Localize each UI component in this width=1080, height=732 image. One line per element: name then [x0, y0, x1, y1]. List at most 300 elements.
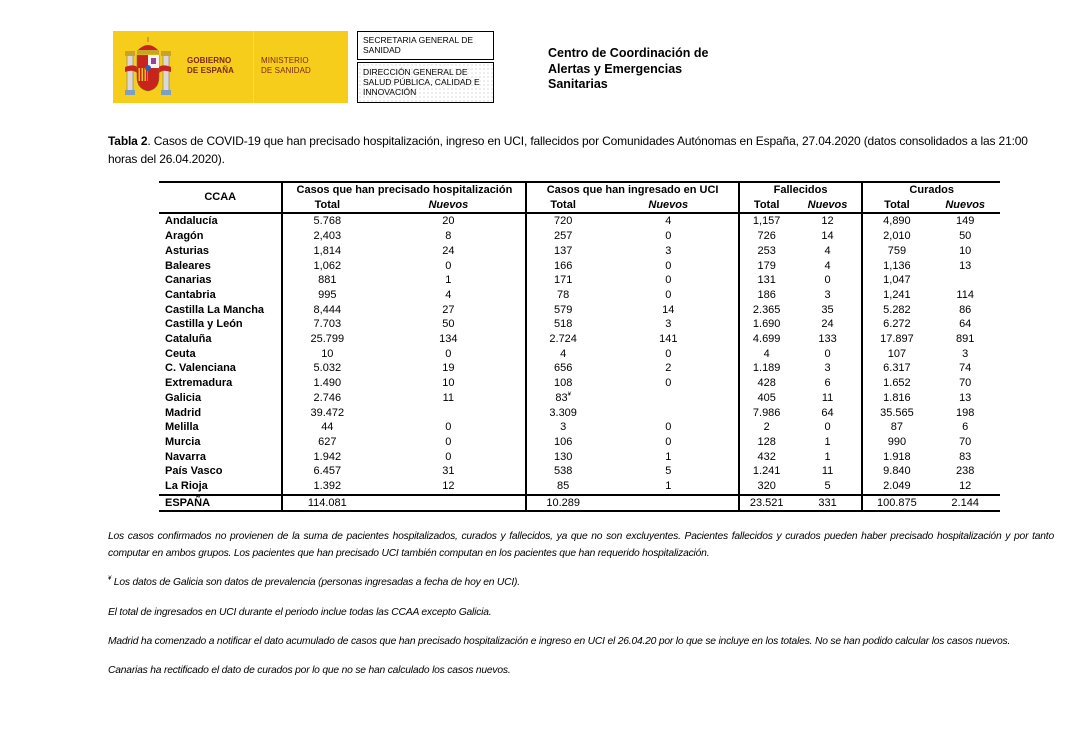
value-fall-nuevos: 3: [824, 288, 831, 301]
value-fall-nuevos: 6: [824, 377, 831, 390]
value-uci-total: 83: [555, 391, 568, 404]
value-hosp-nuevos: 0: [445, 435, 452, 448]
cell-cur-total: [862, 229, 930, 244]
cell-cur-nuevos: [930, 303, 1000, 318]
value-fall-total: 4.699: [752, 333, 781, 346]
header-fallecidos: Fallecidos: [739, 182, 863, 198]
cell-uci-total: [526, 435, 598, 450]
cell-cur-nuevos: [930, 391, 1000, 406]
cell-cur-total: [862, 244, 930, 259]
cell-cur-total: [862, 435, 930, 450]
header-curados: Curados: [862, 182, 1000, 198]
cell-fall-nuevos: [794, 347, 863, 362]
cell-cur-total: [862, 391, 930, 406]
value-fall-nuevos: 35: [821, 303, 834, 316]
header-fall-nuevos: Nuevos: [794, 198, 863, 214]
cell-hosp-nuevos: [371, 450, 526, 465]
value-uci-nuevos: 0: [665, 347, 672, 360]
value-fall-nuevos: 133: [818, 333, 837, 346]
table-row: [159, 435, 1000, 450]
value-uci-total: 85: [557, 480, 570, 493]
table-row: [159, 391, 1000, 406]
cell-hosp-nuevos: [371, 213, 526, 229]
ccaa-name: Cantabria: [165, 288, 216, 301]
cell-cur-nuevos: [930, 464, 1000, 479]
table-row: [159, 229, 1000, 244]
value-cur-total: 100.875: [877, 496, 917, 509]
cell-cur-nuevos: [930, 450, 1000, 465]
note-uci-total: El total de ingresados en UCI durante el periodo inclue todas las CCAA excepto Galicia.: [108, 607, 492, 618]
cell-hosp-total: [282, 229, 371, 244]
note-galicia-text: Los datos de Galicia son datos de prevalencia (personas ingresadas a fecha de hoy en UCI).: [111, 577, 520, 588]
header-uci-total: Total: [526, 198, 598, 214]
value-hosp-total: 5.768: [313, 215, 342, 228]
cell-hosp-nuevos: [371, 376, 526, 391]
value-fall-total: 1.690: [752, 318, 781, 331]
value-cur-nuevos: 74: [959, 362, 972, 375]
value-cur-nuevos: 83: [959, 450, 972, 463]
cell-fall-total: [739, 406, 794, 421]
cell-fall-total: [739, 259, 794, 274]
value-hosp-nuevos: 12: [442, 480, 455, 493]
cell-uci-total: [526, 332, 598, 347]
table-row: [159, 347, 1000, 362]
value-cur-total: 17.897: [880, 333, 914, 346]
value-cur-nuevos: 3: [962, 347, 969, 360]
value-hosp-total: 627: [318, 435, 337, 448]
cell-hosp-nuevos: [371, 317, 526, 332]
cell-cur-total: [862, 450, 930, 465]
header-uci: Casos que han ingresado en UCI: [526, 182, 738, 198]
ccaa-name: La Rioja: [165, 480, 208, 493]
cell-uci-total: [526, 479, 598, 495]
cell-cur-nuevos: [930, 213, 1000, 229]
value-hosp-nuevos: 10: [442, 377, 455, 390]
cell-hosp-total: [282, 288, 371, 303]
value-fall-nuevos: 24: [821, 318, 834, 331]
cell-fall-total: [739, 317, 794, 332]
value-fall-nuevos: 3: [824, 362, 831, 375]
value-uci-total: 579: [553, 303, 573, 316]
ccaa-name: C. Valenciana: [165, 362, 236, 375]
cell-uci-nuevos: [599, 244, 739, 259]
value-uci-nuevos: 3: [665, 244, 672, 257]
value-uci-total: 538: [553, 465, 573, 478]
cell-fall-total: [739, 213, 794, 229]
cell-uci-total: [526, 244, 598, 259]
cell-uci-total: [526, 464, 598, 479]
ccaa-name: Castilla La Mancha: [165, 303, 265, 316]
value-hosp-total: 7.703: [313, 318, 342, 331]
value-cur-total: 2,010: [883, 230, 911, 243]
value-uci-nuevos: 14: [662, 303, 675, 316]
cell-cur-nuevos: [930, 376, 1000, 391]
cell-hosp-total: [282, 347, 371, 362]
cell-uci-nuevos: [599, 303, 739, 318]
value-uci-nuevos: 0: [665, 435, 672, 448]
cell-cur-total: [862, 464, 930, 479]
value-cur-total: 107: [887, 347, 907, 360]
value-hosp-nuevos: 0: [445, 259, 452, 272]
caption-text: . Casos de COVID-19 que han precisado hospitalización, ingreso en UCI, fallecidos por Comunidades Autónomas en España, 27.04.2020 (datos consolidados a las 21:00 horas del 26.04.2020).: [108, 134, 1028, 166]
value-fall-nuevos: 4: [824, 259, 831, 272]
header-hosp-total: Total: [282, 198, 371, 214]
cell-hosp-total: [282, 361, 371, 376]
cell-uci-nuevos: [599, 406, 739, 421]
value-uci-nuevos: 1: [665, 480, 672, 493]
value-uci-nuevos: 0: [665, 230, 672, 243]
value-uci-nuevos: 1: [665, 450, 672, 463]
value-hosp-total: 5.032: [313, 362, 342, 375]
value-hosp-nuevos: 1: [445, 274, 452, 287]
cell-cur-nuevos: [930, 361, 1000, 376]
cell-hosp-total: [282, 450, 371, 465]
value-fall-total: 128: [757, 435, 776, 448]
value-fall-total: 2: [763, 421, 770, 434]
cell-cur-nuevos: [930, 347, 1000, 362]
cell-fall-total: [739, 495, 794, 512]
cell-cur-total: [862, 420, 930, 435]
value-uci-nuevos: 4: [665, 215, 672, 228]
cell-hosp-nuevos: [371, 288, 526, 303]
cell-cur-total: [862, 347, 930, 362]
cell-fall-total: [739, 303, 794, 318]
cell-fall-nuevos: [794, 406, 863, 421]
cell-hosp-nuevos: [371, 495, 526, 512]
ccaa-name: Murcia: [165, 435, 201, 448]
value-fall-nuevos: 11: [821, 465, 834, 478]
ministerio-label: [261, 56, 311, 76]
cell-hosp-total: [282, 332, 371, 347]
value-fall-total: 131: [757, 274, 776, 287]
cell-uci-nuevos: [599, 495, 739, 512]
value-uci-nuevos: 0: [665, 421, 672, 434]
value-hosp-total: 8,444: [313, 303, 342, 316]
table-row: [159, 288, 1000, 303]
ccaa-name: Melilla: [165, 421, 199, 434]
cell-fall-total: [739, 229, 794, 244]
value-uci-nuevos: 141: [659, 333, 678, 346]
value-fall-total: 320: [757, 480, 776, 493]
value-fall-total: 2.365: [752, 303, 781, 316]
cell-hosp-total: [282, 303, 371, 318]
cell-cur-nuevos: [930, 420, 1000, 435]
value-fall-total: 405: [757, 391, 776, 404]
table-row: [159, 420, 1000, 435]
cell-uci-total: [526, 303, 598, 318]
value-cur-total: 990: [887, 435, 907, 448]
value-hosp-total: 1,814: [313, 244, 342, 257]
value-hosp-total: 2,403: [313, 230, 342, 243]
cell-uci-total: [526, 347, 598, 362]
cell-fall-nuevos: [794, 229, 863, 244]
value-hosp-nuevos: 27: [442, 303, 455, 316]
value-cur-nuevos: 238: [956, 465, 975, 478]
cell-cur-nuevos: [930, 273, 1000, 288]
cell-uci-total: [526, 229, 598, 244]
value-cur-nuevos: 6: [962, 421, 969, 434]
cell-fall-nuevos: [794, 273, 863, 288]
header-uci-nuevos: Nuevos: [599, 198, 739, 214]
secretaria-box: SECRETARIA GENERAL DE SANIDAD: [357, 31, 494, 60]
value-fall-nuevos: 1: [824, 450, 831, 463]
cell-fall-total: [739, 479, 794, 495]
value-uci-total: 137: [553, 244, 573, 257]
cell-uci-nuevos: [599, 288, 739, 303]
value-uci-total: 2.724: [549, 333, 577, 346]
value-cur-nuevos: 13: [959, 259, 972, 272]
ccaa-name: Canarias: [165, 274, 212, 287]
note-galicia: [108, 575, 520, 592]
cell-hosp-total: [282, 259, 371, 274]
table-row: [159, 361, 1000, 376]
note-canarias: Canarias ha rectificado el dato de curados por lo que no se han calculado los casos nuevos.: [108, 665, 511, 676]
cell-hosp-total: [282, 273, 371, 288]
value-hosp-nuevos: 20: [442, 215, 455, 228]
table-row: [159, 450, 1000, 465]
cell-fall-total: [739, 288, 794, 303]
cell-uci-total: [526, 391, 598, 406]
covid-ccaa-table: [159, 181, 1000, 512]
cell-cur-total: [862, 213, 930, 229]
value-uci-total: 4: [560, 347, 567, 360]
note-confirmados: Los casos confirmados no provienen de la suma de pacientes hospitalizados, curados y fallecidos, ya que no son excluyentes. Pacientes fallecidos y curados pueden haber precisado hospitalización y por tanto computar en ambos grupos. Los pacientes que han precisado UCI también computan en los pacientes que han requerido hospitalización.: [108, 531, 1054, 559]
cell-cur-nuevos: [930, 495, 1000, 512]
value-cur-total: 1,136: [883, 259, 911, 272]
cell-cur-total: [862, 303, 930, 318]
cell-uci-total: [526, 406, 598, 421]
gobierno-label: [187, 56, 234, 76]
cell-hosp-total: [282, 495, 371, 512]
value-hosp-nuevos: 0: [445, 347, 452, 360]
cell-hosp-total: [282, 376, 371, 391]
cell-hosp-nuevos: [371, 273, 526, 288]
cell-uci-total: [526, 317, 598, 332]
cell-fall-nuevos: [794, 450, 863, 465]
cell-hosp-nuevos: [371, 479, 526, 495]
value-hosp-nuevos: 0: [445, 450, 452, 463]
cell-cur-nuevos: [930, 229, 1000, 244]
ccaa-name: Ceuta: [165, 347, 196, 360]
cell-hosp-total: [282, 406, 371, 421]
cell-hosp-total: [282, 244, 371, 259]
value-hosp-nuevos: 19: [442, 362, 455, 375]
logo-divider: [253, 31, 254, 103]
value-hosp-total: 1.490: [313, 377, 342, 390]
value-fall-total: 7.986: [752, 406, 781, 419]
table-row: [159, 259, 1000, 274]
table-row: [159, 376, 1000, 391]
cell-hosp-nuevos: [371, 332, 526, 347]
cell-hosp-total: [282, 420, 371, 435]
ccaa-name: Madrid: [165, 406, 202, 419]
cell-fall-nuevos: [794, 303, 863, 318]
cell-hosp-total: [282, 435, 371, 450]
cell-cur-total: [862, 259, 930, 274]
cell-hosp-total: [282, 391, 371, 406]
cell-hosp-nuevos: [371, 229, 526, 244]
value-fall-total: 428: [757, 377, 776, 390]
value-fall-total: 253: [757, 244, 776, 257]
value-cur-total: 1.918: [883, 450, 911, 463]
value-uci-total: 106: [553, 435, 573, 448]
cell-hosp-nuevos: [371, 464, 526, 479]
gobierno-line1: GOBIERNO: [187, 56, 232, 65]
value-cur-nuevos: 198: [956, 406, 975, 419]
value-uci-total: 130: [553, 450, 573, 463]
value-fall-total: 1.189: [752, 362, 781, 375]
cell-cur-total: [862, 495, 930, 512]
value-uci-nuevos: 0: [665, 259, 672, 272]
value-uci-total: 108: [553, 377, 573, 390]
cell-cur-nuevos: [930, 244, 1000, 259]
cell-uci-total: [526, 213, 598, 229]
value-fall-total: 1,157: [752, 215, 781, 228]
ccaa-name: País Vasco: [165, 465, 223, 478]
cell-fall-total: [739, 244, 794, 259]
cell-fall-nuevos: [794, 332, 863, 347]
value-cur-nuevos: 13: [959, 391, 972, 404]
value-uci-nuevos: 0: [665, 274, 672, 287]
cell-fall-nuevos: [794, 244, 863, 259]
cell-fall-total: [739, 376, 794, 391]
footnote-mark: ¥: [108, 576, 112, 582]
cell-cur-nuevos: [930, 479, 1000, 495]
value-hosp-nuevos: 0: [445, 421, 452, 434]
cell-hosp-nuevos: [371, 259, 526, 274]
direccion-box: DIRECCIÓN GENERAL DE SALUD PÚBLICA, CALIDAD E INNOVACIÓN: [357, 62, 494, 103]
value-uci-nuevos: 2: [665, 362, 672, 375]
cell-fall-total: [739, 361, 794, 376]
value-uci-total: 257: [553, 230, 573, 243]
value-hosp-total: 10: [321, 347, 334, 360]
table-row: [159, 213, 1000, 229]
value-hosp-total: 44: [321, 421, 334, 434]
cell-hosp-nuevos: [371, 391, 526, 406]
cell-uci-total: [526, 495, 598, 512]
table-row: [159, 303, 1000, 318]
ccaa-name: Baleares: [165, 259, 211, 272]
ccaa-name: Galicia: [165, 391, 202, 404]
caption-label: Tabla 2: [108, 134, 148, 148]
cell-fall-total: [739, 450, 794, 465]
cell-cur-nuevos: [930, 332, 1000, 347]
header-hospitalizacion: Casos que han precisado hospitalización: [282, 182, 526, 198]
centro-line2: Alertas y Emergencias: [548, 61, 683, 76]
value-cur-total: 1,047: [883, 274, 911, 287]
value-fall-total: 432: [757, 450, 776, 463]
value-cur-nuevos: 86: [959, 303, 972, 316]
cell-fall-total: [739, 391, 794, 406]
cell-hosp-nuevos: [371, 347, 526, 362]
ccaa-name: Castilla y León: [165, 318, 243, 331]
cell-hosp-nuevos: [371, 244, 526, 259]
value-uci-total: 3: [560, 421, 567, 434]
cell-uci-total: [526, 361, 598, 376]
cell-uci-nuevos: [599, 420, 739, 435]
cell-fall-nuevos: [794, 213, 863, 229]
table-row: [159, 479, 1000, 495]
value-uci-total: 3.309: [549, 406, 577, 419]
value-hosp-total: 1.392: [313, 480, 342, 493]
cell-cur-total: [862, 406, 930, 421]
cell-fall-nuevos: [794, 420, 863, 435]
header-cur-total: Total: [862, 198, 930, 214]
cell-fall-total: [739, 273, 794, 288]
ccaa-name: Andalucía: [165, 215, 218, 228]
value-fall-nuevos: 1: [824, 435, 831, 448]
cell-uci-total: [526, 450, 598, 465]
value-fall-total: 1.241: [752, 465, 781, 478]
value-hosp-nuevos: 50: [442, 318, 455, 331]
cell-uci-nuevos: [599, 213, 739, 229]
value-cur-nuevos: 149: [956, 215, 975, 228]
cell-fall-nuevos: [794, 391, 863, 406]
note-madrid: Madrid ha comenzado a notificar el dato acumulado de casos que han precisado hospitalización e ingreso en UCI el 26.04.20 por lo que se incluye en los totales. No se han podido calcular los casos nuevos.: [108, 636, 1011, 647]
gobierno-line2: DE ESPAÑA: [187, 66, 234, 75]
value-cur-total: 5.282: [883, 303, 911, 316]
value-cur-total: 6.317: [883, 362, 911, 375]
cell-hosp-total: [282, 479, 371, 495]
value-fall-nuevos: 4: [824, 244, 831, 257]
cell-fall-total: [739, 435, 794, 450]
total-row: [159, 495, 1000, 512]
cell-uci-nuevos: [599, 479, 739, 495]
value-hosp-nuevos: 11: [442, 391, 455, 404]
cell-hosp-nuevos: [371, 303, 526, 318]
header-cur-nuevos: Nuevos: [930, 198, 1000, 214]
cell-cur-total: [862, 376, 930, 391]
cell-cur-total: [862, 273, 930, 288]
cell-cur-total: [862, 332, 930, 347]
centro-title: [548, 46, 708, 93]
value-cur-total: 2.049: [883, 480, 911, 493]
cell-fall-total: [739, 464, 794, 479]
value-hosp-nuevos: 4: [445, 288, 452, 301]
centro-line3: Sanitarias: [548, 77, 608, 91]
value-cur-total: 759: [887, 244, 907, 257]
value-cur-total: 87: [890, 421, 904, 434]
value-cur-nuevos: 70: [959, 377, 972, 390]
cell-fall-total: [739, 420, 794, 435]
value-cur-nuevos: 891: [956, 333, 975, 346]
ministerio-line1: MINISTERIO: [261, 56, 309, 65]
centro-line1: Centro de Coordinación de: [548, 46, 709, 60]
value-cur-total: 4,890: [883, 215, 911, 228]
ministerio-line2: DE SANIDAD: [261, 66, 311, 75]
ccaa-name: Cataluña: [165, 333, 212, 346]
cell-cur-total: [862, 361, 930, 376]
value-hosp-nuevos: 8: [445, 230, 452, 243]
table-row: [159, 464, 1000, 479]
cell-fall-nuevos: [794, 288, 863, 303]
value-fall-nuevos: 0: [824, 421, 831, 434]
cell-uci-nuevos: [599, 259, 739, 274]
cell-cur-nuevos: [930, 259, 1000, 274]
value-hosp-nuevos: 31: [442, 465, 455, 478]
table-row: [159, 332, 1000, 347]
cell-uci-total: [526, 376, 598, 391]
value-hosp-total: 1,062: [313, 259, 342, 272]
cell-hosp-nuevos: [371, 435, 526, 450]
cell-cur-nuevos: [930, 406, 1000, 421]
cell-fall-nuevos: [794, 479, 863, 495]
cell-cur-total: [862, 317, 930, 332]
ccaa-name: Navarra: [165, 450, 206, 463]
value-uci-nuevos: 3: [665, 318, 672, 331]
cell-uci-total: [526, 420, 598, 435]
cell-hosp-total: [282, 464, 371, 479]
